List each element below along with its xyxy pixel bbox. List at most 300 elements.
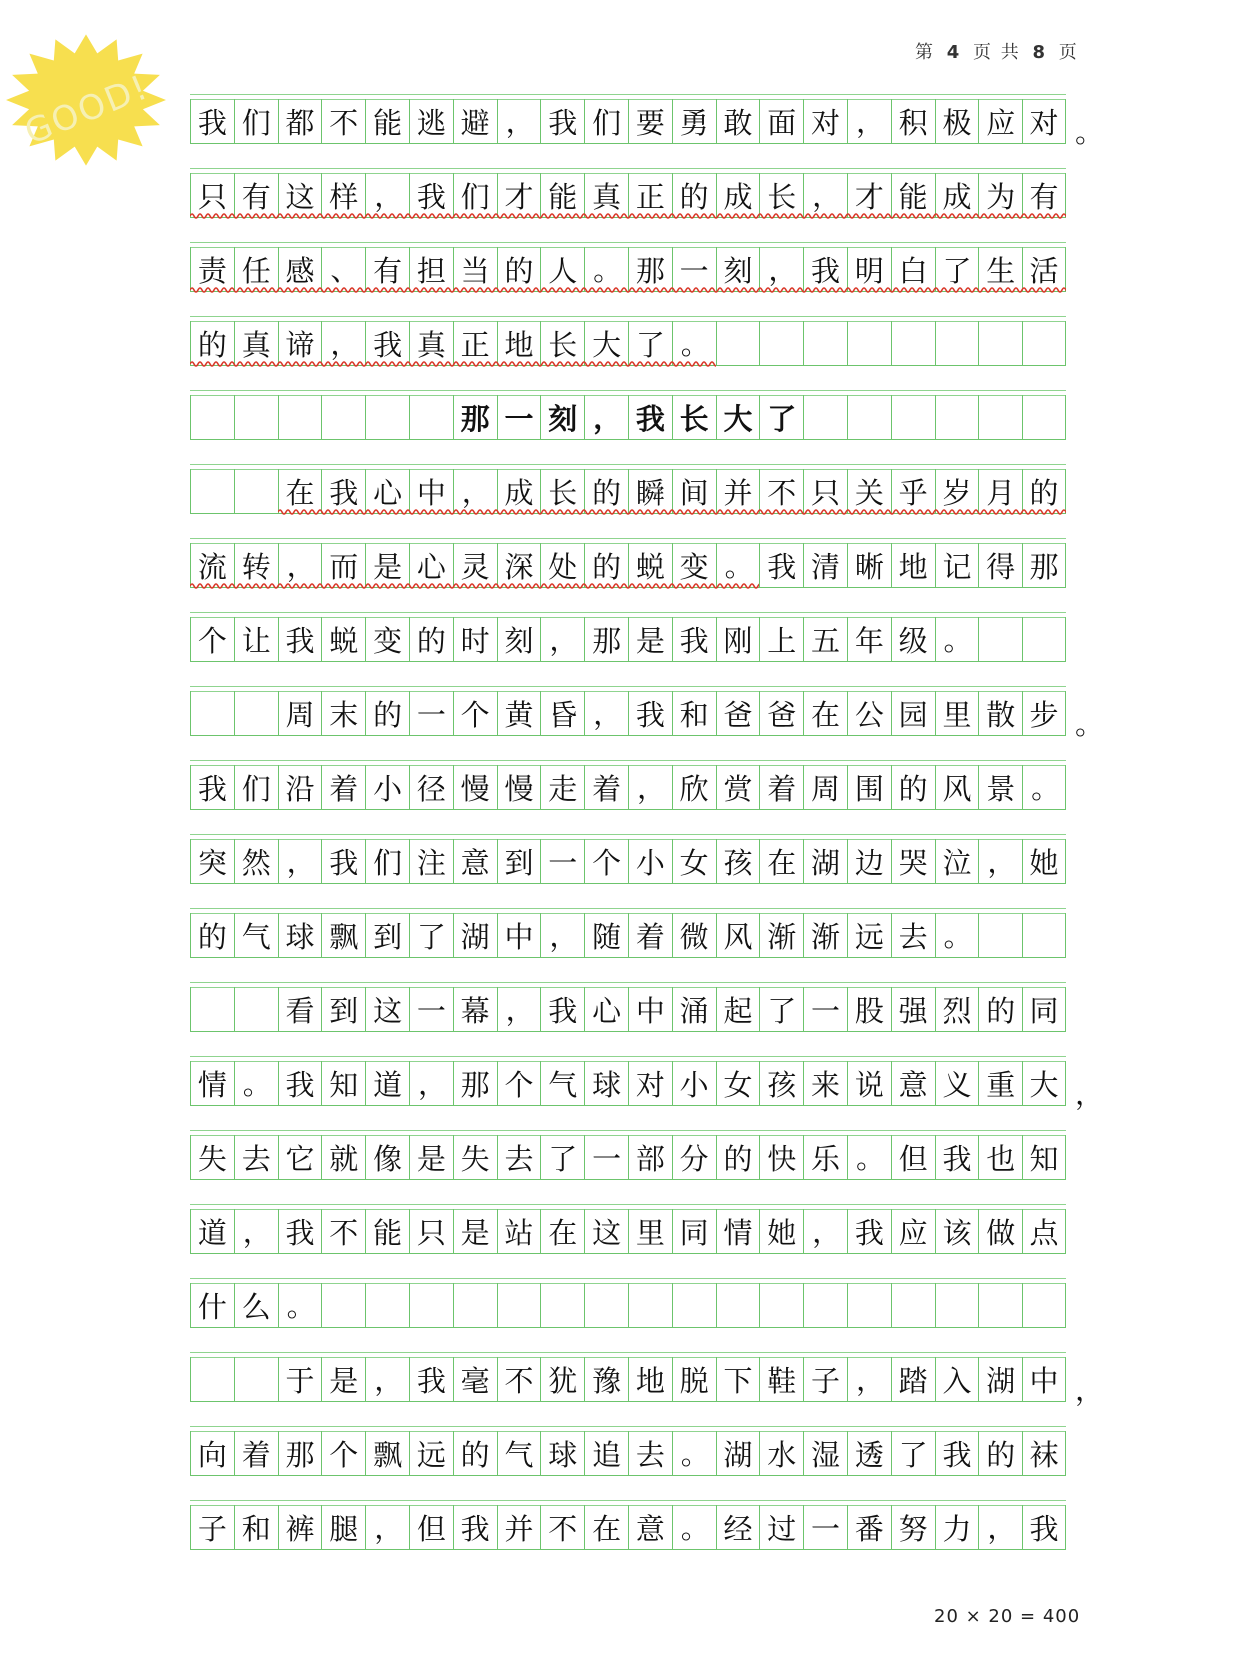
grid-cell: 知	[1022, 1135, 1066, 1179]
grid-cell	[978, 1283, 1022, 1327]
grid-cell	[891, 321, 935, 365]
grid-cell: 转	[234, 543, 278, 587]
grid-cell: 能	[365, 99, 409, 143]
grid-cell: 部	[628, 1135, 672, 1179]
grid-cell: 孩	[716, 839, 760, 883]
grid-row	[190, 316, 1066, 390]
grid-cell: 我	[628, 691, 672, 735]
grid-cell: ，	[540, 617, 584, 661]
grid-cell: 刻	[716, 247, 760, 291]
grid-cell: 小	[365, 765, 409, 809]
grid-row	[190, 760, 1066, 834]
grid-cell: 只	[409, 1209, 453, 1253]
grid-cell: 是	[409, 1135, 453, 1179]
grid-cell: 真	[409, 321, 453, 365]
grid-cell: 情	[716, 1209, 760, 1253]
grid-cell	[321, 1283, 365, 1327]
grid-cell: 流	[190, 543, 234, 587]
grid-cell: 。	[672, 1431, 716, 1475]
grid-cell: 犹	[540, 1357, 584, 1401]
grid-cell	[190, 469, 234, 513]
grid-cell: 子	[190, 1505, 234, 1549]
grid-cell: 情	[190, 1061, 234, 1105]
grid-cell: 湖	[978, 1357, 1022, 1401]
grid-cell: 沿	[278, 765, 322, 809]
grid-cell: 长	[672, 395, 716, 439]
grid-cell: 地	[628, 1357, 672, 1401]
grid-cell	[234, 987, 278, 1031]
grid-cell: 刻	[540, 395, 584, 439]
grid-cell: 时	[453, 617, 497, 661]
grid-cell: 那	[628, 247, 672, 291]
grid-cell: 孩	[759, 1061, 803, 1105]
grid-cell: 同	[672, 1209, 716, 1253]
grid-cell: ，	[803, 173, 847, 217]
grid-cell: 围	[847, 765, 891, 809]
grid-cell: 番	[847, 1505, 891, 1549]
grid-row	[190, 94, 1105, 168]
grid-cell: 人	[540, 247, 584, 291]
grid-cell: 大	[584, 321, 628, 365]
grid-cell: 成	[716, 173, 760, 217]
grid-cell: 意	[453, 839, 497, 883]
grid-cell: 入	[935, 1357, 979, 1401]
grid-cell	[584, 1283, 628, 1327]
grid-cell	[628, 1283, 672, 1327]
grid-cell: 水	[759, 1431, 803, 1475]
grid-cell: 长	[540, 321, 584, 365]
grid-cell: 那	[1022, 543, 1066, 587]
grid-cell	[497, 1283, 541, 1327]
grid-cell: 的	[453, 1431, 497, 1475]
grid-cell: 一	[803, 987, 847, 1031]
grid-cell: 渐	[759, 913, 803, 957]
grid-cell: 个	[497, 1061, 541, 1105]
grid-cell: 我	[278, 1061, 322, 1105]
grid-cell: 我	[321, 469, 365, 513]
grid-row	[190, 1426, 1066, 1500]
grid-cells	[190, 1061, 1066, 1106]
grid-cell	[759, 321, 803, 365]
grid-cell: 像	[365, 1135, 409, 1179]
grid-cell: 我	[409, 173, 453, 217]
grid-cell: 到	[497, 839, 541, 883]
grid-cell: 那	[278, 1431, 322, 1475]
grid-cell: 来	[803, 1061, 847, 1105]
grid-cell: 在	[278, 469, 322, 513]
grid-cell: 地	[497, 321, 541, 365]
grid-cell: 。	[584, 247, 628, 291]
grid-cell: 是	[321, 1357, 365, 1401]
grid-cell: 不	[321, 99, 365, 143]
grid-cell	[1022, 395, 1066, 439]
grid-cell	[978, 913, 1022, 957]
grid-cell: ，	[453, 469, 497, 513]
grid-cell: 白	[891, 247, 935, 291]
grid-cell: 逃	[409, 99, 453, 143]
grid-cell: 正	[628, 173, 672, 217]
grid-cell	[716, 1283, 760, 1327]
grid-cell: 她	[759, 1209, 803, 1253]
grid-cell: 个	[321, 1431, 365, 1475]
grid-cell: 着	[234, 1431, 278, 1475]
grid-cell: 球	[584, 1061, 628, 1105]
grid-cell: 中	[497, 913, 541, 957]
grid-cells	[190, 691, 1066, 736]
grid-cell: 刻	[497, 617, 541, 661]
grid-cell: 但	[891, 1135, 935, 1179]
grid-cell: 了	[935, 247, 979, 291]
grid-cell: 勇	[672, 99, 716, 143]
grid-cell: 散	[978, 691, 1022, 735]
grid-cell: 失	[190, 1135, 234, 1179]
grid-cell	[234, 691, 278, 735]
grid-cell: 乎	[891, 469, 935, 513]
grid-cells	[190, 987, 1066, 1032]
grid-cell: 站	[497, 1209, 541, 1253]
grid-cell: 我	[321, 839, 365, 883]
grid-cell: 生	[978, 247, 1022, 291]
grid-cell: 和	[672, 691, 716, 735]
grid-cell: 同	[1022, 987, 1066, 1031]
grid-cell	[190, 1357, 234, 1401]
good-sticker	[0, 22, 172, 172]
grid-cell: 在	[759, 839, 803, 883]
grid-cell: 就	[321, 1135, 365, 1179]
grid-cells	[190, 617, 1066, 662]
grid-row	[190, 1278, 1066, 1352]
grid-cell: 小	[672, 1061, 716, 1105]
grid-cell: 女	[672, 839, 716, 883]
grid-cell	[278, 395, 322, 439]
grid-row	[190, 168, 1066, 242]
grid-cell: 关	[847, 469, 891, 513]
grid-cell: 里	[628, 1209, 672, 1253]
grid-cell: 不	[497, 1357, 541, 1401]
grid-cell: 踏	[891, 1357, 935, 1401]
grid-cell: 飘	[365, 1431, 409, 1475]
grid-cell	[365, 395, 409, 439]
grid-cell: 我	[540, 987, 584, 1031]
grid-cell: 着	[321, 765, 365, 809]
grid-cell: 了	[540, 1135, 584, 1179]
grid-cell: 正	[453, 321, 497, 365]
grid-cell	[978, 395, 1022, 439]
grid-cell: 过	[759, 1505, 803, 1549]
grid-cell: ，	[584, 395, 628, 439]
grid-cell: 意	[628, 1505, 672, 1549]
grid-cell: 涌	[672, 987, 716, 1031]
page-middle: 页 共	[973, 42, 1021, 63]
grid-cell: 敢	[716, 99, 760, 143]
grid-row	[190, 982, 1066, 1056]
grid-cell	[891, 395, 935, 439]
grid-cell: 们	[453, 173, 497, 217]
grid-row	[190, 1204, 1066, 1278]
grid-cell: 了	[628, 321, 672, 365]
good-sticker-text: GOOD!	[19, 67, 155, 153]
current-page: 4	[946, 42, 962, 63]
grid-cell: ，	[409, 1061, 453, 1105]
grid-cell: 、	[321, 247, 365, 291]
page-prefix: 第	[915, 42, 935, 63]
grid-cell: 走	[540, 765, 584, 809]
grid-cell: 慢	[497, 765, 541, 809]
grid-cell: 对	[1022, 99, 1066, 143]
grid-cell: ，	[628, 765, 672, 809]
grid-cell: 任	[234, 247, 278, 291]
grid-cell	[672, 1283, 716, 1327]
grid-row	[190, 1130, 1066, 1204]
grid-cell: 失	[453, 1135, 497, 1179]
grid-cell: ，	[365, 1505, 409, 1549]
grid-cell: 气	[234, 913, 278, 957]
grid-cell: 大	[716, 395, 760, 439]
grid-cell	[190, 987, 234, 1031]
grid-cell: 做	[978, 1209, 1022, 1253]
grid-cell: 只	[190, 173, 234, 217]
wavy-underline	[190, 286, 1066, 294]
grid-cell: 泣	[935, 839, 979, 883]
grid-cell: 心	[409, 543, 453, 587]
grid-cell: 我	[278, 1209, 322, 1253]
grid-cell: 。	[278, 1283, 322, 1327]
grid-cell: 去	[234, 1135, 278, 1179]
grid-cell: 一	[672, 247, 716, 291]
grid-cell	[716, 321, 760, 365]
grid-cell: ，	[278, 543, 322, 587]
grid-cell: 她	[1022, 839, 1066, 883]
grid-cell: 步	[1022, 691, 1066, 735]
grid-cell	[190, 395, 234, 439]
grid-cell: 刚	[716, 617, 760, 661]
grid-cell: 我	[190, 765, 234, 809]
grid-cell: ，	[497, 987, 541, 1031]
grid-cell: 去	[891, 913, 935, 957]
grid-cell	[409, 1283, 453, 1327]
grid-cell: 了	[409, 913, 453, 957]
grid-cell: 我	[1022, 1505, 1066, 1549]
grid-cell: 成	[497, 469, 541, 513]
grid-cell: 个	[190, 617, 234, 661]
grid-cell: 。	[1022, 765, 1066, 809]
grid-cell	[803, 321, 847, 365]
page-suffix: 页	[1058, 42, 1079, 63]
grid-cell: ，	[497, 99, 541, 143]
grid-cell	[847, 321, 891, 365]
grid-cell: 我	[540, 99, 584, 143]
grid-cell: ，	[978, 839, 1022, 883]
grid-cell: 说	[847, 1061, 891, 1105]
grid-cell	[321, 395, 365, 439]
page-number	[915, 38, 1079, 64]
grid-cell	[759, 1283, 803, 1327]
grid-cell: 着	[628, 913, 672, 957]
grid-cell: 女	[716, 1061, 760, 1105]
grid-cell: 到	[321, 987, 365, 1031]
composition-grid	[190, 94, 1105, 1574]
grid-cell: 道	[365, 1061, 409, 1105]
grid-cell: ，	[847, 1357, 891, 1401]
grid-cell: 义	[935, 1061, 979, 1105]
grid-cell: 着	[759, 765, 803, 809]
grid-cell: ，	[584, 691, 628, 735]
grid-cell: 。	[935, 617, 979, 661]
grid-cell: 。	[847, 1135, 891, 1179]
grid-cell: ，	[759, 247, 803, 291]
grid-cell: 间	[672, 469, 716, 513]
grid-cell: 级	[891, 617, 935, 661]
grid-cell: 对	[628, 1061, 672, 1105]
grid-row	[190, 464, 1066, 538]
grid-cell: 应	[891, 1209, 935, 1253]
grid-cell: 能	[891, 173, 935, 217]
grid-cell: 乐	[803, 1135, 847, 1179]
grid-cell: 长	[759, 173, 803, 217]
grid-cell: 应	[978, 99, 1022, 143]
grid-cell: 微	[672, 913, 716, 957]
grid-row	[190, 834, 1066, 908]
grid-row	[190, 1352, 1105, 1426]
grid-cell: ，	[978, 1505, 1022, 1549]
grid-cells	[190, 1283, 1066, 1328]
grid-cell: 的	[672, 173, 716, 217]
grid-cells	[190, 1505, 1066, 1550]
grid-cell: 并	[716, 469, 760, 513]
grid-cell: 腿	[321, 1505, 365, 1549]
grid-cell: 的	[190, 913, 234, 957]
grid-cell: 末	[321, 691, 365, 735]
grid-cell: 地	[891, 543, 935, 587]
grid-cell: 但	[409, 1505, 453, 1549]
grid-cell: 注	[409, 839, 453, 883]
grid-cell: 那	[453, 1061, 497, 1105]
grid-cell: 我	[935, 1135, 979, 1179]
grid-cell: 们	[234, 99, 278, 143]
grid-cell	[1022, 1283, 1066, 1327]
grid-cell: 瞬	[628, 469, 672, 513]
grid-row	[190, 242, 1066, 316]
grid-cell: 五	[803, 617, 847, 661]
grid-cell: 月	[978, 469, 1022, 513]
grid-cell: 这	[365, 987, 409, 1031]
grid-cell: 远	[847, 913, 891, 957]
grid-cell	[234, 469, 278, 513]
grid-cell: 我	[935, 1431, 979, 1475]
grid-cell: 有	[234, 173, 278, 217]
grid-cell: 的	[497, 247, 541, 291]
grid-cell: ，	[365, 1357, 409, 1401]
wavy-underline	[190, 360, 716, 368]
grid-cell	[453, 1283, 497, 1327]
grid-cell: 中	[628, 987, 672, 1031]
grid-cell: 股	[847, 987, 891, 1031]
grid-cell: 们	[234, 765, 278, 809]
grid-cell: 而	[321, 543, 365, 587]
grid-cell	[978, 617, 1022, 661]
grid-cell: 于	[278, 1357, 322, 1401]
grid-cell: 中	[1022, 1357, 1066, 1401]
grid-row	[190, 686, 1105, 760]
grid-cell: 蜕	[628, 543, 672, 587]
grid-cell: 个	[453, 691, 497, 735]
wavy-underline	[190, 212, 1066, 220]
grid-cell: 的	[584, 469, 628, 513]
grid-cell: 一	[540, 839, 584, 883]
grid-cells	[190, 1357, 1066, 1402]
total-pages: 8	[1032, 42, 1047, 63]
grid-cell: 黄	[497, 691, 541, 735]
grid-cells	[190, 839, 1066, 884]
grid-cell: 清	[803, 543, 847, 587]
grid-cell	[978, 321, 1022, 365]
grid-cell: 个	[584, 839, 628, 883]
grid-cell: 记	[935, 543, 979, 587]
grid-cell: 努	[891, 1505, 935, 1549]
wavy-underline	[278, 508, 1066, 516]
grid-cell: 年	[847, 617, 891, 661]
grid-cell: 不	[540, 1505, 584, 1549]
grid-cell: 鞋	[759, 1357, 803, 1401]
grid-cells	[190, 913, 1066, 958]
grid-cell: 那	[453, 395, 497, 439]
grid-cell: 边	[847, 839, 891, 883]
grid-cell: 看	[278, 987, 322, 1031]
grid-cell: 渐	[803, 913, 847, 957]
grid-cell	[935, 395, 979, 439]
grid-cell: 们	[365, 839, 409, 883]
grid-cell: 得	[978, 543, 1022, 587]
grid-cell: 大	[1022, 1061, 1066, 1105]
grid-cell: 我	[847, 1209, 891, 1253]
grid-cell: 湿	[803, 1431, 847, 1475]
grid-cells	[190, 395, 1066, 440]
margin-punctuation: 。	[1075, 115, 1105, 149]
grid-cell: 的	[1022, 469, 1066, 513]
grid-cell: 。	[234, 1061, 278, 1105]
grid-cell: 感	[278, 247, 322, 291]
grid-cell	[891, 1283, 935, 1327]
grid-cell: 昏	[540, 691, 584, 735]
grid-cell: 我	[803, 247, 847, 291]
grid-cell: 脱	[672, 1357, 716, 1401]
grid-cell	[1022, 321, 1066, 365]
grid-cell: 随	[584, 913, 628, 957]
grid-cell: 能	[365, 1209, 409, 1253]
grid-cell: 点	[1022, 1209, 1066, 1253]
grid-cell: 去	[628, 1431, 672, 1475]
grid-cell: 是	[628, 617, 672, 661]
wavy-underline	[190, 582, 759, 590]
grid-cell: 和	[234, 1505, 278, 1549]
grid-row	[190, 1056, 1105, 1130]
grid-cell: 一	[497, 395, 541, 439]
grid-cell: 湖	[803, 839, 847, 883]
margin-punctuation: ，	[1075, 1077, 1105, 1111]
grid-cell: 活	[1022, 247, 1066, 291]
grid-cell: 岁	[935, 469, 979, 513]
grid-cell: 也	[978, 1135, 1022, 1179]
grid-cell: 该	[935, 1209, 979, 1253]
grid-cell: 责	[190, 247, 234, 291]
grid-cell: 积	[891, 99, 935, 143]
grid-cell: 有	[1022, 173, 1066, 217]
grid-cell: 追	[584, 1431, 628, 1475]
grid-cell: 着	[584, 765, 628, 809]
grid-cell: 径	[409, 765, 453, 809]
grid-cell: 。	[672, 1505, 716, 1549]
grid-cell	[847, 1283, 891, 1327]
